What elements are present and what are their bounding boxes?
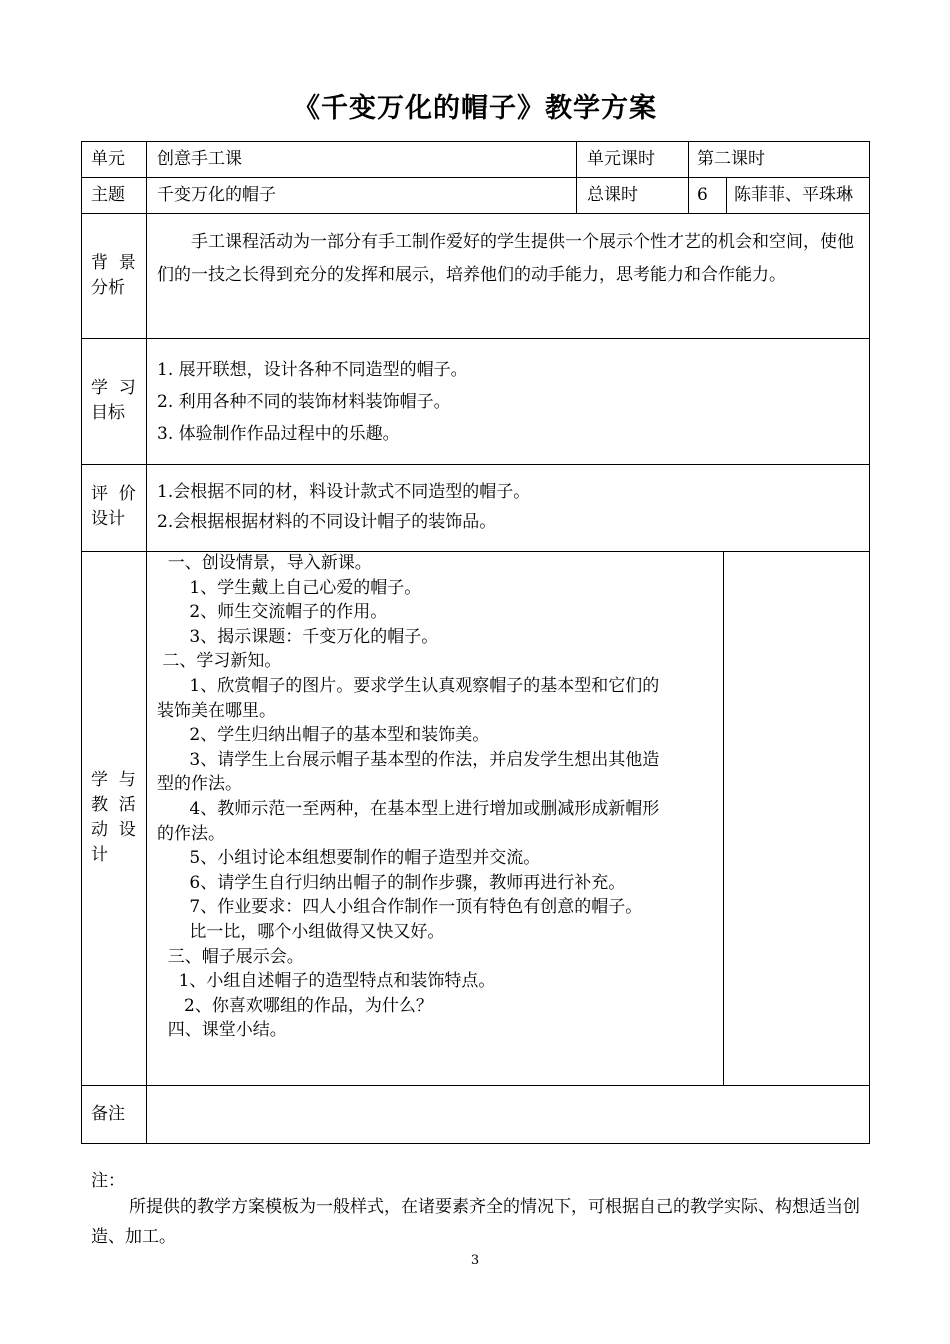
teacher-names: 陈菲菲、平珠琳	[734, 185, 853, 205]
activity-line: 1、小组自述帽子的造型特点和装饰特点。	[157, 971, 496, 992]
goal-item: 1. 展开联想，设计各种不同造型的帽子。	[157, 360, 468, 380]
activity-line: 1、学生戴上自己心爱的帽子。	[157, 577, 422, 598]
activities-label-line: 教 活	[91, 795, 136, 815]
evaluation-item: 1.会根据不同的材，料设计款式不同造型的帽子。	[157, 482, 531, 502]
page-number: 3	[470, 1253, 480, 1268]
topic-label: 主题	[91, 185, 125, 205]
topic-value: 千变万化的帽子	[157, 185, 276, 205]
activity-line: 7、作业要求：四人小组合作制作一顶有特色有创意的帽子。	[157, 897, 643, 918]
activity-line: 装饰美在哪里。	[157, 700, 276, 721]
background-label-b: 分析	[91, 278, 125, 298]
activity-line: 比一比，哪个小组做得又快又好。	[157, 922, 445, 942]
activity-line: 三、帽子展示会。	[157, 946, 304, 967]
activity-line: 3、请学生上台展示帽子基本型的作法，并启发学生想出其他造	[157, 749, 660, 770]
activity-line: 一、创设情景，导入新课。	[157, 553, 372, 573]
evaluation-item: 2.会根据根据材料的不同设计帽子的装饰品。	[157, 512, 497, 532]
activity-line: 四、课堂小结。	[157, 1020, 287, 1041]
total-periods-label: 总课时	[587, 185, 638, 205]
activity-line: 2、你喜欢哪组的作品，为什么？	[157, 995, 433, 1016]
activity-line: 5、小组讨论本组想要制作的帽子造型并交流。	[157, 848, 541, 869]
activity-line: 1、欣赏帽子的图片。要求学生认真观察帽子的基本型和它们的	[157, 676, 660, 696]
goals-label-b: 目标	[91, 403, 125, 423]
activity-line: 型的作法。	[157, 774, 242, 795]
remarks-label: 备注	[91, 1104, 125, 1124]
activity-line: 3、揭示课题：千变万化的帽子。	[157, 626, 439, 647]
total-periods-value: 6	[697, 185, 708, 205]
activity-line: 二、学习新知。	[157, 651, 282, 672]
note-text: 所提供的教学方案模板为一般样式，在诸要素齐全的情况下，可根据自己的教学实际、构想适当创造、加工。	[91, 1197, 860, 1247]
evaluation-label-b: 设计	[91, 509, 125, 529]
note-label: 注：	[91, 1171, 125, 1191]
unit-period-label: 单元课时	[587, 149, 655, 169]
lesson-plan-table	[81, 141, 870, 1144]
activities-label-line: 计	[91, 845, 108, 865]
activity-line: 2、师生交流帽子的作用。	[157, 602, 388, 623]
evaluation-label-a: 评 价	[91, 484, 136, 504]
document-title: 《千变万化的帽子》教学方案	[293, 93, 657, 124]
activities-label-line: 动 设	[91, 820, 136, 840]
background-label-a: 背 景	[91, 253, 136, 273]
background-text: 手工课程活动为一部分有手工制作爱好的学生提供一个展示个性才艺的机会和空间，使他们的一技之长得到充分的发挥和展示，培养他们的动手能力，思考能力和合作能力。	[157, 232, 854, 285]
activities-label-line: 学 与	[91, 770, 136, 790]
activity-line: 6、请学生自行归纳出帽子的制作步骤，教师再进行补充。	[157, 872, 626, 893]
activity-line: 4、教师示范一至两种，在基本型上进行增加或删减形成新帽形	[157, 799, 660, 819]
activity-line: 2、学生归纳出帽子的基本型和装饰美。	[157, 725, 490, 746]
unit-period-value: 第二课时	[697, 149, 765, 169]
goal-item: 3. 体验制作作品过程中的乐趣。	[157, 424, 400, 444]
unit-value: 创意手工课	[157, 149, 242, 169]
goal-item: 2. 利用各种不同的装饰材料装饰帽子。	[157, 392, 451, 412]
unit-label: 单元	[91, 149, 125, 169]
activity-line: 的作法。	[157, 823, 225, 844]
goals-label-a: 学 习	[91, 378, 136, 398]
